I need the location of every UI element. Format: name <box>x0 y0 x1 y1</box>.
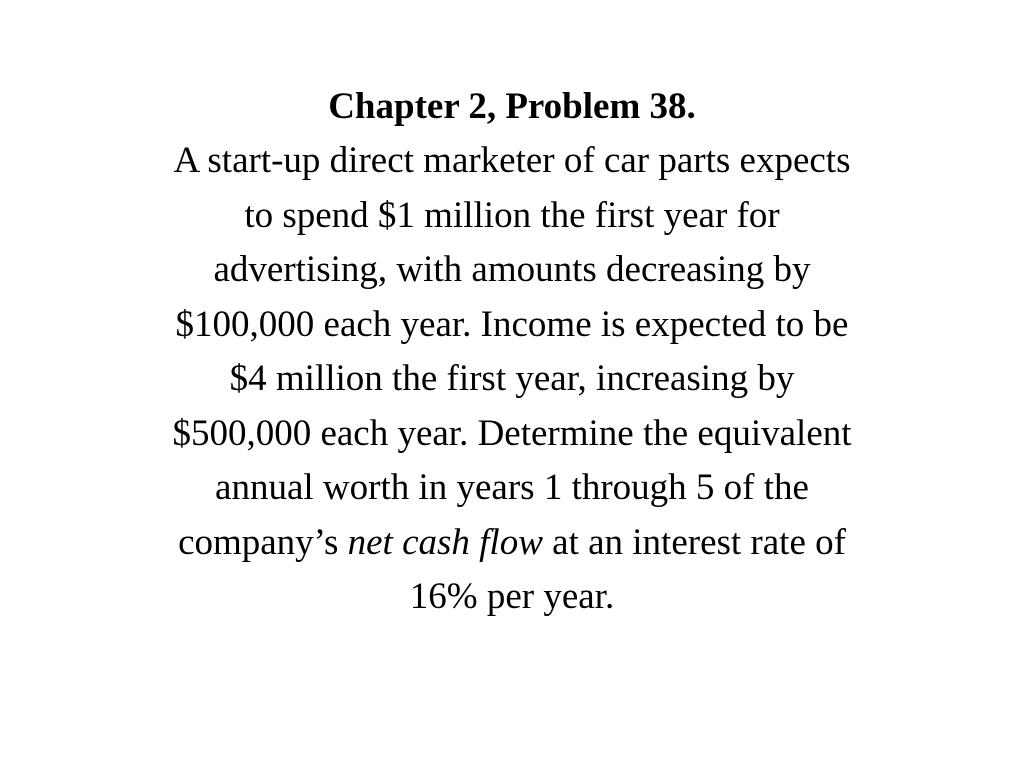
net-cash-flow-emphasis: net cash flow <box>347 521 543 563</box>
problem-statement <box>0 134 1024 625</box>
problem-line-8 <box>0 516 1024 571</box>
problem-line-7: annual worth in years 1 through 5 of the <box>215 467 809 508</box>
line-8-trail-text: at an interest rate of <box>542 521 846 563</box>
line-8-lead-text: company’s <box>178 521 348 563</box>
problem-line-2: to spend $1 million the first year for <box>244 194 780 236</box>
problem-line-4: $100,000 each year. Income is expected to be <box>175 303 849 345</box>
problem-line-1: A start-up direct marketer of car parts expects <box>173 140 851 181</box>
problem-line-6: $500,000 each year. Determine the equivalent <box>172 412 852 454</box>
problem-title: Chapter 2, Problem 38. <box>328 86 696 127</box>
problem-line-9: 16% per year. <box>409 576 615 617</box>
problem-line-3: advertising, with amounts decreasing by <box>213 249 811 290</box>
problem-line-5: $4 million the first year, increasing by <box>229 358 795 399</box>
